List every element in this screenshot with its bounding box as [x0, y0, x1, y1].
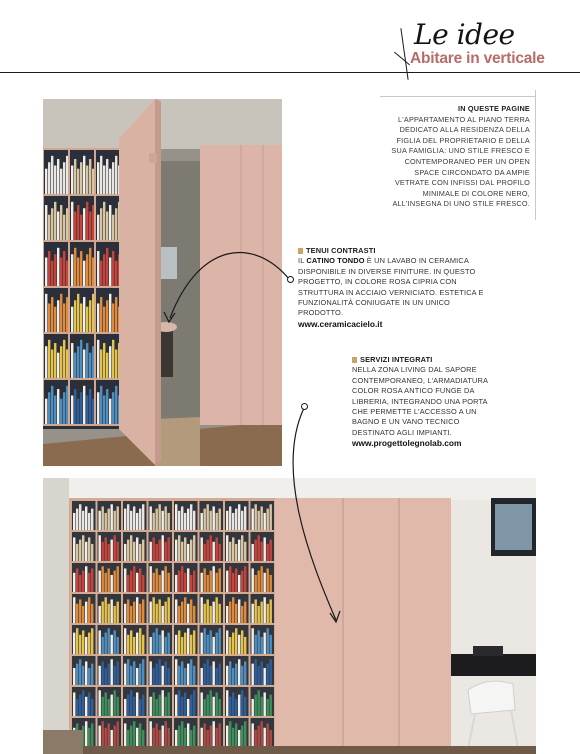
caption-title: SERVIZI INTEGRATI [360, 355, 433, 364]
pointer-origin-dot [287, 276, 294, 283]
section-script-title: Le idee [414, 18, 515, 51]
section-subtitle: Abitare in verticale [410, 50, 545, 67]
caption-product-name: CATINO TONDO [306, 256, 365, 266]
caption-body: NELLA ZONA LIVING DAL SAPORE CONTEMPORANEO, L'ARMADIATURA COLOR ROSA ANTICO FUNGE DA LIBRERIA, INTEGRANDO UNA PORTA CHE PERMETTE L'ACCESSO A UN BAGNO E UN VANO TECNICO DESTINATO AGLI IMPIANTI. [352, 365, 488, 437]
caption-title: TENUI CONTRASTI [306, 246, 376, 255]
caption-url-link[interactable]: www.ceramicacielo.it [298, 318, 383, 329]
caption-lead: IL [298, 256, 307, 266]
caption-body: È UN LAVABO IN CERAMICA DISPONIBILE IN DIVERSE FINITURE. IN QUESTO PROGETTO, IN COLORE ROSA CIPRIA CON STRUTTURA IN ACCIAIO VERNICIATO. ESTETICA E FUNZIONALITÀ CONIUGATE IN UN UNICO PRODOTTO. [298, 256, 484, 318]
intro-body: L'APPARTAMENTO AL PIANO TERRA DEDICATO ALLA RESIDENZA DELLA FIGLIA DEL PROPRIETARIO E DELLA SUA FAMIGLIA: UNO STILE FRESCO E CONTEMPORANEO PER UN OPEN SPACE CIRCONDATO DA AMPIE VETRATE CON INFISSI DAL PROFILO MINIMALE DI COLORE NERO, ALL'INSEGNA DI UNO STILE FRESCO. [391, 114, 530, 209]
intro-heading: IN QUESTE PAGINE [458, 104, 530, 113]
caption-url-link[interactable]: www.progettolegnolab.com [352, 438, 462, 449]
pointer-arrow-1 [170, 253, 289, 318]
pointer-origin-dot [301, 403, 308, 410]
pointer-arrow-2 [293, 408, 336, 620]
pointer-arrowhead-1 [164, 312, 175, 322]
